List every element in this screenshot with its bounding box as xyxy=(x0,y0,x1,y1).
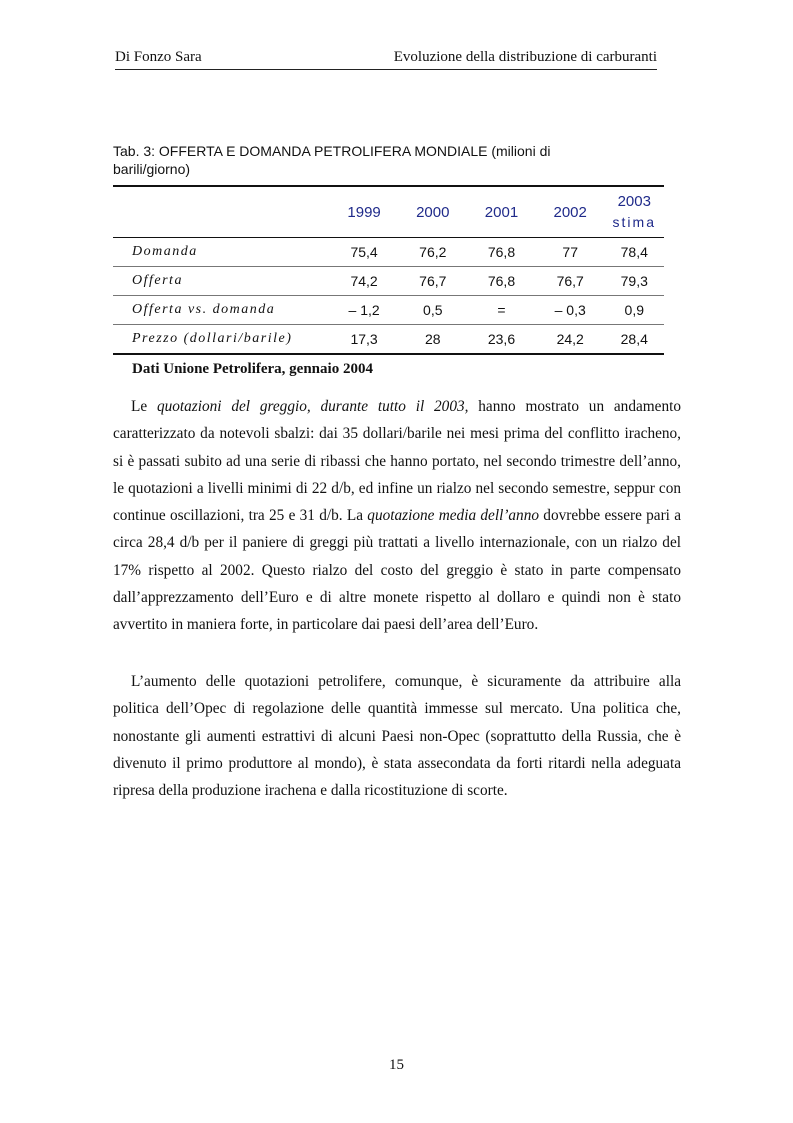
header-estimate-label: stima xyxy=(612,213,656,230)
header-year: 1999 xyxy=(330,186,399,238)
header-title: Evoluzione della distribuzione di carburanti xyxy=(393,49,657,65)
header-estimate xyxy=(605,186,664,238)
table-cell: – 0,3 xyxy=(536,296,605,325)
table-cell: = xyxy=(467,296,536,325)
paragraph-text: hanno mostrato un andamento caratterizzato da notevoli sbalzi: dai 35 dollari/barile nei mesi prima del conflitto iracheno, si è passati subito ad una serie di ribassi che hanno portato, nel secondo trimestre dell’anno, le quotazioni a livelli minimi di 22 d/b, ed infine un rialzo nel secondo semestre, seppur con continue oscillazioni, tra 25 e 31 d/b. La xyxy=(113,398,682,525)
table-cell: 28 xyxy=(398,325,467,355)
paragraph-emphasis: quotazioni del greggio, durante tutto il 2003, xyxy=(156,398,469,415)
table-cell: 28,4 xyxy=(605,325,664,355)
running-header xyxy=(115,47,657,70)
header-year: 2001 xyxy=(467,186,536,238)
paragraph-emphasis: quotazione media dell’anno xyxy=(367,507,540,525)
oil-supply-demand-table xyxy=(113,185,664,355)
table-cell: 74,2 xyxy=(330,267,399,296)
header-estimate-year: 2003 xyxy=(617,192,651,210)
row-label: Prezzo (dollari/barile) xyxy=(113,325,330,355)
table-header-row xyxy=(113,186,664,238)
table-row xyxy=(113,238,664,267)
paragraph-text: Le xyxy=(131,398,157,415)
header-author: Di Fonzo Sara xyxy=(115,49,202,65)
row-label: Offerta xyxy=(113,267,330,296)
table-row xyxy=(113,325,664,355)
paragraph: L’aumento delle quotazioni petrolifere, comunque, è sicuramente da attribuire alla politica dell’Opec di regolazione delle quantità immesse sul mercato. Una politica che, nonostante gli aumenti estrattivi di alcuni Paesi non-Opec (soprattutto della Russia, che è divenuto il primo produttore al mondo), è stata assecondata da forti ritardi nella adeguata ripresa della produzione irachena e dalla ricostituzione di scorte. xyxy=(113,673,681,800)
table-cell: 24,2 xyxy=(536,325,605,355)
table-cell: 78,4 xyxy=(605,238,664,267)
table-cell: 75,4 xyxy=(330,238,399,267)
table-cell: 76,8 xyxy=(467,238,536,267)
table-cell: 76,8 xyxy=(467,267,536,296)
row-label: Offerta vs. domanda xyxy=(113,296,330,325)
table-row xyxy=(113,267,664,296)
table-row xyxy=(113,296,664,325)
paragraph-text: dovrebbe essere pari a circa 28,4 d/b per il paniere di greggi più trattati a livello internazionale, con un rialzo del 17% rispetto al 2002. Questo rialzo del costo del greggio è stato in parte compensato dall’apprezzamento dell’Euro e di altre monete rispetto al dollaro e quindi non è stato avvertito in maniera forte, in particolare dai paesi dell’area dell’Euro. xyxy=(113,507,681,634)
table-cell: – 1,2 xyxy=(330,296,399,325)
table-cell: 0,9 xyxy=(605,296,664,325)
table-cell: 79,3 xyxy=(605,267,664,296)
table-cell: 0,5 xyxy=(398,296,467,325)
table-cell: 23,6 xyxy=(467,325,536,355)
header-year: 2000 xyxy=(398,186,467,238)
header-year: 2002 xyxy=(536,186,605,238)
header-stub xyxy=(113,186,330,238)
paragraph xyxy=(113,393,681,639)
row-label: Domanda xyxy=(113,238,330,267)
table-cell: 76,7 xyxy=(398,267,467,296)
table-cell: 76,7 xyxy=(536,267,605,296)
table-cell: 76,2 xyxy=(398,238,467,267)
table-caption: Tab. 3: OFFERTA E DOMANDA PETROLIFERA MONDIALE (milioni di barili/giorno) xyxy=(113,143,551,177)
table-cell: 77 xyxy=(536,238,605,267)
table-cell: 17,3 xyxy=(330,325,399,355)
page-number: 15 xyxy=(389,1057,404,1073)
table-source: Dati Unione Petrolifera, gennaio 2004 xyxy=(132,361,373,377)
